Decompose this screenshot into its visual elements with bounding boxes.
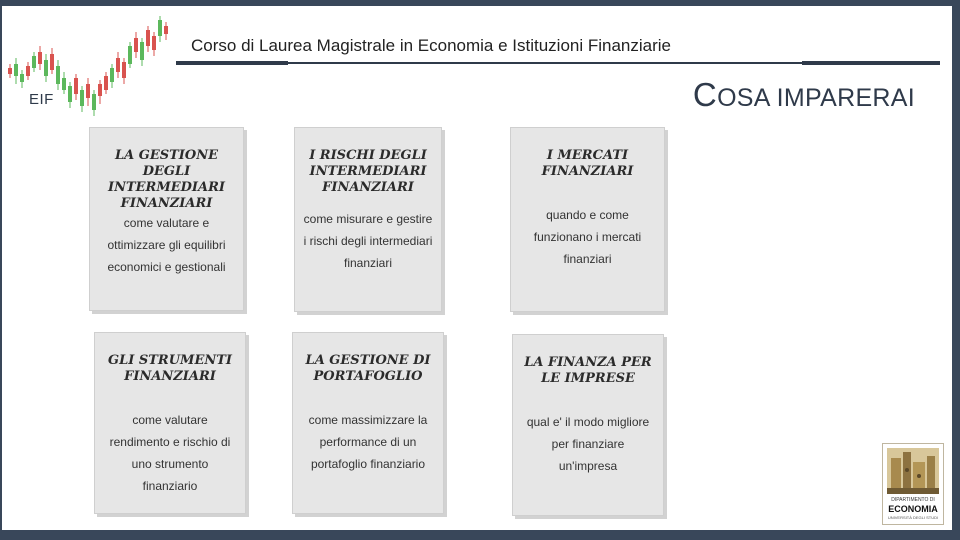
- card-title: GLI STRUMENTI FINANZIARI: [108, 353, 232, 384]
- candle-body: [38, 52, 42, 64]
- candle-body: [56, 66, 60, 84]
- card-description: come valutare e ottimizzare gli equilibri economici e gestionali: [107, 216, 226, 274]
- candle-body: [50, 54, 54, 70]
- candle-body: [86, 84, 90, 98]
- candle-body: [14, 64, 18, 76]
- candle-body: [44, 60, 48, 76]
- card-description: quando e come funzionano i mercati finanziari: [533, 208, 642, 266]
- candle-body: [128, 46, 132, 64]
- logo-text: EIF: [29, 91, 54, 108]
- candle-body: [116, 58, 120, 72]
- slide: [2, 6, 952, 530]
- card-rischi-intermediari: [294, 127, 442, 312]
- header-divider-accent: [176, 61, 288, 65]
- crest-line1: DIPARTIMENTO DI: [891, 497, 935, 503]
- candle-body: [134, 38, 138, 52]
- candle-body: [26, 66, 30, 76]
- candle-body: [104, 76, 108, 90]
- card-description: come valutare rendimento e rischio di uno strumento finanziario: [109, 413, 231, 493]
- candle-body: [122, 62, 126, 78]
- city-crest-icon: [887, 448, 939, 494]
- candle-body: [140, 42, 144, 60]
- candle-body: [158, 20, 162, 36]
- candle-body: [98, 84, 102, 96]
- header-divider-accent: [802, 61, 940, 65]
- candlestick-logo-icon: [2, 12, 172, 122]
- candle-body: [92, 94, 96, 110]
- candle-body: [32, 56, 36, 68]
- candle-body: [164, 26, 168, 34]
- candle-body: [8, 68, 12, 74]
- candle-body: [80, 90, 84, 106]
- crest-line3: UNIVERSITÀ DEGLI STUDI: [887, 515, 939, 520]
- candle-body: [68, 86, 72, 102]
- card-description: qual e' il modo migliore per finanziare un'impresa: [526, 415, 650, 473]
- candle-body: [74, 78, 78, 94]
- course-title: Corso di Laurea Magistrale in Economia e Istituzioni Finanziarie: [191, 36, 672, 55]
- card-gestione-portafoglio: [292, 332, 444, 514]
- candle-body: [62, 78, 66, 90]
- candle-body: [20, 74, 24, 82]
- card-description: come massimizzare la performance di un portafoglio finanziario: [308, 413, 428, 471]
- card-gestione-intermediari: [89, 127, 244, 311]
- card-title: I RISCHI DEGLI INTERMEDIARI FINANZIARI: [309, 148, 427, 195]
- card-title: I MERCATI FINANZIARI: [541, 148, 634, 179]
- candle-body: [152, 36, 156, 50]
- card-description: come misurare e gestire i rischi degli intermediari finanziari: [303, 212, 433, 270]
- crest-line2: ECONOMIA: [888, 504, 938, 514]
- card-title: LA FINANZA PER LE IMPRESE: [524, 355, 652, 386]
- card-mercati-finanziari: [510, 127, 665, 312]
- section-title: COSA IMPARERAI: [692, 76, 915, 113]
- card-finanza-imprese: [512, 334, 664, 516]
- card-title: LA GESTIONE DEGLI INTERMEDIARI FINANZIARI: [108, 148, 225, 211]
- card-strumenti-finanziari: [94, 332, 246, 514]
- candle-body: [110, 68, 114, 82]
- card-title: LA GESTIONE DI PORTAFOGLIO: [305, 353, 431, 384]
- department-crest-logo: [882, 443, 944, 525]
- candle-body: [146, 30, 150, 46]
